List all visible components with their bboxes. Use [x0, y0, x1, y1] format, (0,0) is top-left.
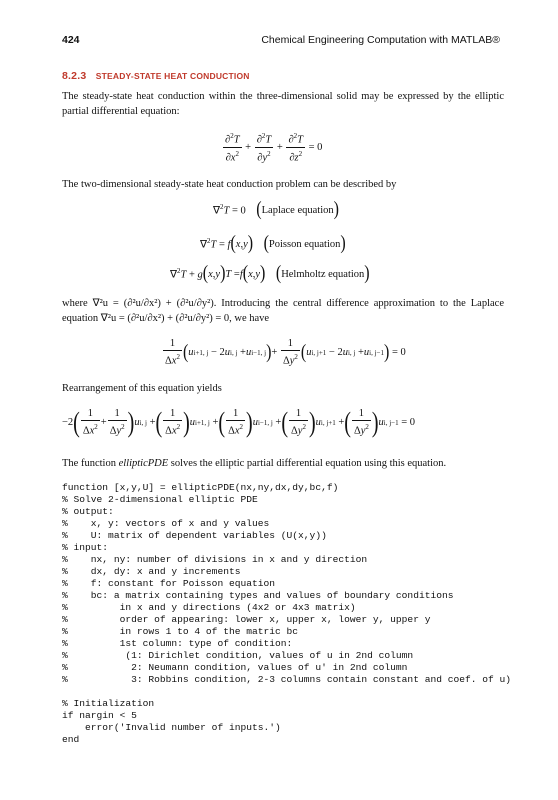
code-line: % input: [62, 542, 109, 553]
code-line: end [62, 734, 80, 745]
code-line: if nargin < 5 [62, 710, 137, 721]
code-line: % nx, ny: number of divisions in x and y direction [62, 554, 368, 565]
section-number: 8.2.3 [62, 70, 87, 82]
function-desc-suffix: solves the elliptic partial differential equation using this equation. [168, 458, 447, 469]
code-line: % Solve 2-dimensional elliptic PDE [62, 494, 258, 505]
code-line: % output: [62, 506, 114, 517]
helmholtz-label: Helmholtz equation [281, 268, 365, 280]
section-heading [62, 70, 250, 82]
matlab-code-listing [62, 482, 511, 746]
equation-poisson: ∇$^2$T = f ( x , y ) ( Poisson equation ) [200, 232, 346, 254]
running-title: Chemical Engineering Computation with MATLAB® [261, 34, 500, 46]
code-line: % dx, dy: x and y increments [62, 566, 241, 577]
function-desc-prefix: The function [62, 458, 119, 469]
code-line: % 2: Neumann condition, values of u' in 2nd column [62, 662, 408, 673]
equation-laplace: ∇$^2$T = 0 ( Laplace equation ) [213, 198, 339, 220]
function-name: ellipticPDE [118, 458, 169, 469]
section-title: STEADY-STATE HEAT CONDUCTION [95, 71, 250, 81]
code-line: % in x and y directions (4x2 or 4x3 matrix) [62, 602, 356, 613]
rearrangement-paragraph: Rearrangement of this equation yields [62, 383, 222, 394]
poisson-label: Poisson equation [268, 238, 341, 250]
code-line: % 3: Robbins condition, 2-3 columns contain constant and coef. of u) [62, 674, 512, 685]
code-line: % Initialization [62, 698, 155, 709]
code-line [62, 686, 511, 698]
code-line: % U: matrix of dependent variables (U(x,y)) [62, 530, 327, 541]
equation-helmholtz: ∇$^2$T + g ( x , y ) T = f ( x , y ) ( Helmholtz equation ) [170, 262, 370, 284]
code-line: % order of appearing: lower x, upper x, lower y, upper y [62, 614, 431, 625]
two-dim-paragraph: The two-dimensional steady-state heat conduction problem can be described by [62, 179, 397, 190]
function-description [62, 456, 504, 471]
code-line: error('Invalid number of inputs.') [62, 722, 281, 733]
laplace-label: Laplace equation [261, 204, 334, 216]
code-line: % (1: Dirichlet condition, values of u in 2nd column [62, 650, 414, 661]
code-line: % f: constant for Poisson equation [62, 578, 276, 589]
equation-rearranged: −2 ( $\frac{1}{\Delta x^2}$ + $\frac{1}{\Delta y^2}$ ) u i, j + ( $\frac{1}{\Delta x^2}$ ) u i+1, j + ( $\frac{1}{\Delta x^2}$ ) u i−1, j + ( $\frac{1}{\Delta y^2}$ ) u i, j+1 + ( $\frac{1}{\Delta y^2}$ ) u i, j−1 = 0 [62, 407, 416, 439]
central-difference-paragraph: where ∇²u = (∂²u/∂x²) + (∂²u/∂y²). Introducing the central difference approximation to the Laplace equation ∇²u = (∂²u/∂x²) + (∂²u/∂y²) = 0, we have [62, 298, 504, 324]
equation-3d-laplace: $\frac{\partial^2T}{\partial x^2}$ + $\frac{\partial^2T}{\partial y^2}$ + $\frac{\partial^2T}{\partial z^2}$ = 0 [225, 132, 323, 163]
code-line: % in rows 1 to 4 of the matric bc [62, 626, 299, 637]
page-number: 424 [62, 34, 80, 46]
code-line: function [x,y,U] = ellipticPDE(nx,ny,dx,dy,bc,f) [62, 482, 339, 493]
intro-paragraph: The steady-state heat conduction within the three-dimensional solid may be expressed by the elliptic partial differential equation: [62, 91, 504, 117]
code-line: % bc: a matrix containing types and values of boundary conditions [62, 590, 454, 601]
equation-central-difference: $\frac{1}{\Delta x^2}$ ( u i+1, j − 2 u i, j + u i−1, j ) + $\frac{1}{\Delta y^2}$ ( u i, j+1 − 2 u i, j + u i, j−1 ) = 0 [165, 338, 406, 367]
code-line: % 1st column: type of condition: [62, 638, 293, 649]
code-line: % x, y: vectors of x and y values [62, 518, 270, 529]
page-header [62, 34, 500, 50]
